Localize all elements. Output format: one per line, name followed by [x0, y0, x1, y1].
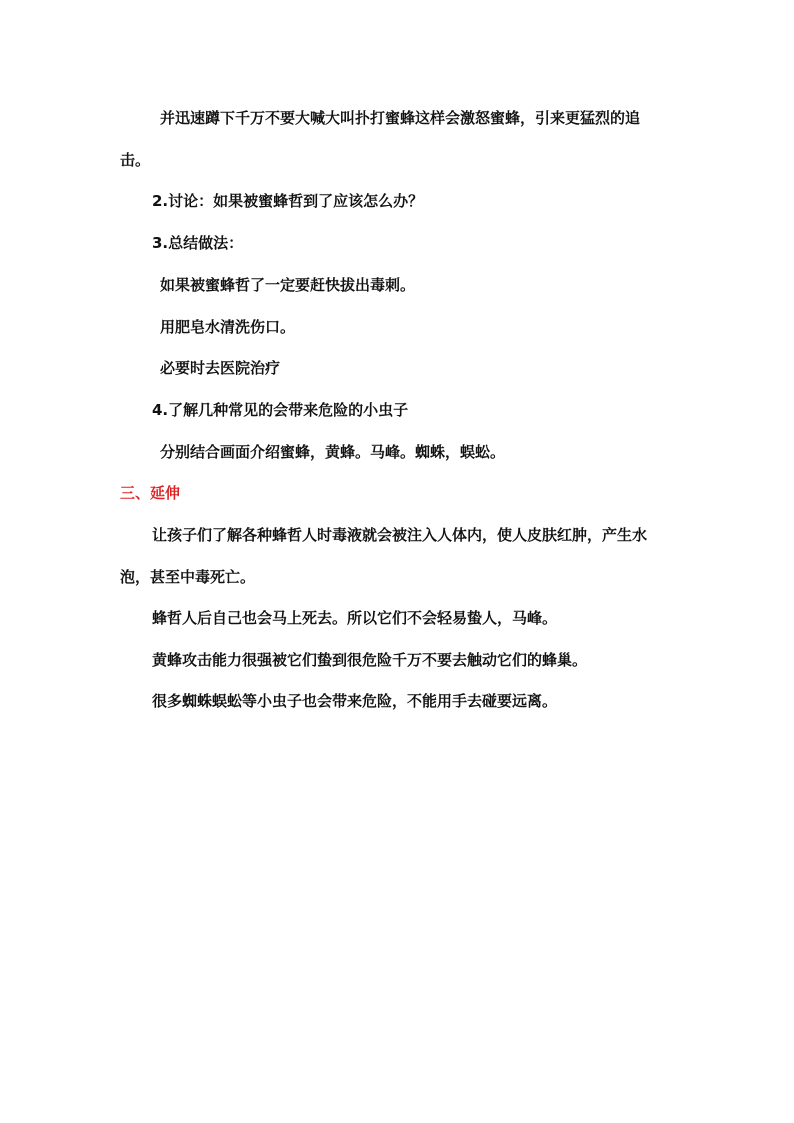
paragraph-line-2: 击。 — [120, 151, 151, 169]
extension-paragraph-line-1: 让孩子们了解各种蜂哲人时毒液就会被注入人体内，使人皮肤红肿，产生水 — [152, 526, 648, 544]
extension-paragraph-3: 黄蜂攻击能力很强被它们蛰到很危险千万不要去触动它们的蜂巢。 — [152, 651, 588, 669]
summary-heading: 3.总结做法： — [152, 234, 244, 252]
extension-paragraph-2: 蜂哲人后自己也会马上死去。所以它们不会轻易蛰人，马峰。 — [152, 609, 558, 627]
section-heading-extension: 三、延伸 — [120, 484, 181, 502]
insects-description: 分别结合画面介绍蜜蜂，黄蜂。马峰。蜘蛛，蜈蚣。 — [160, 443, 506, 461]
extension-paragraph-line-2: 泡，甚至中毒死亡。 — [120, 568, 256, 586]
summary-step-3: 必要时去医院治疗 — [160, 359, 281, 377]
discussion-item: 2.讨论：如果被蜜蜂哲到了应该怎么办？ — [152, 192, 424, 210]
summary-step-1: 如果被蜜蜂哲了一定要赶快拔出毒刺。 — [160, 276, 416, 294]
insects-item: 4.了解几种常见的会带来危险的小虫子 — [152, 401, 409, 419]
summary-step-2: 用肥皂水清洗伤口。 — [160, 318, 296, 336]
paragraph-line-1: 并迅速蹲下千万不要大喊大叫扑打蜜蜂这样会激怒蜜蜂，引来更猛烈的追 — [160, 109, 641, 127]
extension-paragraph-4: 很多蜘蛛蜈蚣等小虫子也会带来危险，不能用手去碰要远离。 — [152, 692, 558, 710]
